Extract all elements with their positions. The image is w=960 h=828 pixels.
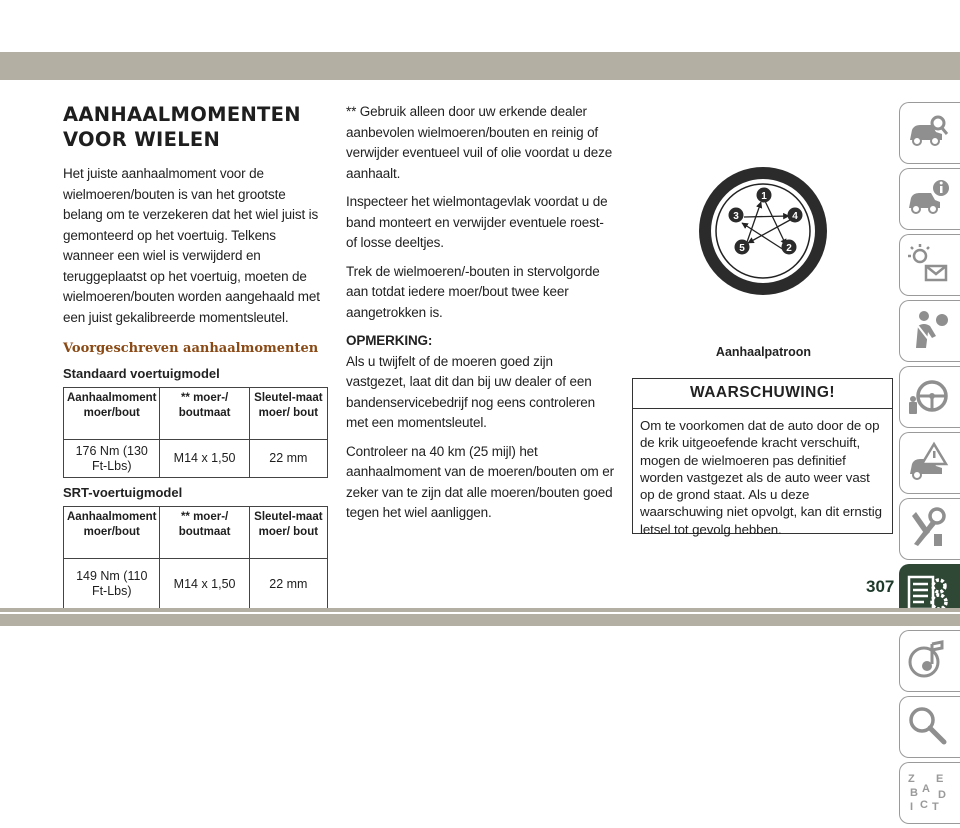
bolt-number: 5 (739, 243, 745, 254)
note-paragraph: Als u twijfelt of de moeren goed zijn vastgezet, laat dit dan bij uw dealer of een bandenservicebedrijf nog eens controleren met een momentsleutel. (346, 353, 596, 430)
header-nut-size: ** moer-/ boutmaat (160, 388, 249, 440)
cell-nut-size: M14 x 1,50 (160, 559, 249, 610)
index-icon (906, 770, 950, 814)
tab-car-info[interactable] (899, 168, 960, 230)
recheck-paragraph: Controleer na 40 km (25 mijl) het aanhaalmoment van de moeren/bouten om er zeker van te zijn dat alle moeren/bouten goed tegen het wiel aanliggen. (346, 443, 614, 520)
table-caption-standard: Standaard voertuigmodel (63, 366, 220, 381)
warning-title: WAARSCHUWING! (633, 379, 892, 409)
inspect-paragraph: Inspecteer het wielmontagevlak voordat u de band monteert en verwijder eventuele roest- of losse deeltjes. (346, 194, 608, 250)
tab-emergency[interactable] (899, 432, 960, 494)
table-row (64, 559, 328, 610)
chapter-tabs (899, 102, 960, 828)
index-letter: Z (908, 773, 915, 785)
index-letter: A (922, 783, 930, 795)
column-left (63, 102, 328, 610)
bolt-number: 4 (792, 211, 798, 222)
cell-socket-size: 22 mm (249, 440, 327, 478)
tightening-pattern-figure (632, 102, 895, 360)
car-info-icon (906, 176, 950, 220)
index-letter: D (938, 789, 946, 801)
header-socket-size: Sleutel-maat moer/ bout (249, 507, 327, 559)
tab-search[interactable] (899, 696, 960, 758)
page-number: 307 (866, 577, 895, 596)
car-search-icon (906, 110, 950, 154)
header-nut-size: ** moer-/ boutmaat (160, 507, 249, 559)
title-line-1: AANHAALMOMENTEN (63, 103, 301, 126)
steering-wheel-icon (906, 374, 950, 418)
cell-torque: 176 Nm (130 Ft-Lbs) (64, 440, 160, 478)
tools-icon (906, 506, 950, 550)
tab-servicing[interactable] (899, 498, 960, 560)
header-torque: Aanhaalmoment moer/bout (64, 507, 160, 559)
index-letter: E (936, 773, 944, 785)
subheading: Voorgeschreven aanhaalmomenten (63, 341, 319, 356)
seatbelt-airbag-icon (906, 308, 950, 352)
torque-table-standard (63, 387, 328, 478)
tab-index[interactable] (899, 762, 960, 824)
tab-seatbelt-airbag[interactable] (899, 300, 960, 362)
car-hazard-icon (906, 440, 950, 484)
search-icon (906, 704, 950, 748)
bottom-band-line (0, 612, 960, 614)
intro-paragraph: Het juiste aanhaalmoment voor de wielmoeren/bouten is van het grootste belang om te verzekeren dat het wiel juist is gemonteerd op het voertuig. Telkens wanneer een wiel is verwijderd en teruggeplaatst op het voertuig, moeten de wielmoeren/bouten worden aangehaald met een juist gekalibreerde momentsleutel. (63, 166, 320, 325)
tab-warning-lights[interactable] (899, 234, 960, 296)
warning-lights-icon (906, 242, 950, 286)
cell-nut-size: M14 x 1,50 (160, 440, 249, 478)
table-row (64, 440, 328, 478)
star-pattern-paragraph: Trek de wielmoeren/-bouten in stervolgorde aan totdat iedere moer/bout twee keer aangetrokken is. (346, 263, 600, 320)
dealer-nuts-paragraph: ** Gebruik alleen door uw erkende dealer aanbevolen wielmoeren/bouten en reinig of verwijder eventueel vuil of olie voordat u deze aanhaalt. (346, 104, 613, 181)
cell-torque: 149 Nm (110 Ft-Lbs) (64, 559, 160, 610)
tab-car-search[interactable] (899, 102, 960, 164)
table-caption-srt: SRT-voertuigmodel (63, 485, 183, 500)
index-letter: B (910, 787, 918, 799)
tab-starting-operating[interactable] (899, 366, 960, 428)
multimedia-icon (906, 638, 950, 682)
warning-box (632, 378, 893, 537)
figure-caption: Aanhaalpatroon (715, 345, 812, 359)
bolt-number: 2 (786, 243, 792, 254)
note-heading: OPMERKING: (346, 333, 433, 348)
top-band (0, 52, 960, 80)
column-right (632, 102, 895, 360)
torque-table-srt (63, 506, 328, 610)
header-torque: Aanhaalmoment moer/bout (64, 388, 160, 440)
cell-socket-size: 22 mm (249, 559, 327, 610)
column-middle (346, 102, 614, 532)
warning-text: Om te voorkomen dat de auto door de op de krik uitgeoefende kracht verschuift, mogen de wielmoeren pas definitief worden vastgezet als de auto weer vast op de grond staat. Als u deze waarschuwing niet opvolgt, kan dit ernstig letsel tot gevolg hebben. (640, 418, 882, 537)
tab-multimedia[interactable] (899, 630, 960, 692)
bolt-number: 3 (733, 211, 739, 222)
wheel-diagram (632, 102, 895, 342)
header-socket-size: Sleutel-maat moer/ bout (249, 388, 327, 440)
index-letter: T (932, 801, 939, 813)
index-letter: I (910, 801, 914, 813)
index-letter: C (920, 799, 928, 811)
section-title (63, 102, 328, 152)
title-line-2: VOOR WIELEN (63, 128, 221, 151)
bolt-number: 1 (761, 191, 767, 202)
bottom-band (0, 608, 960, 626)
